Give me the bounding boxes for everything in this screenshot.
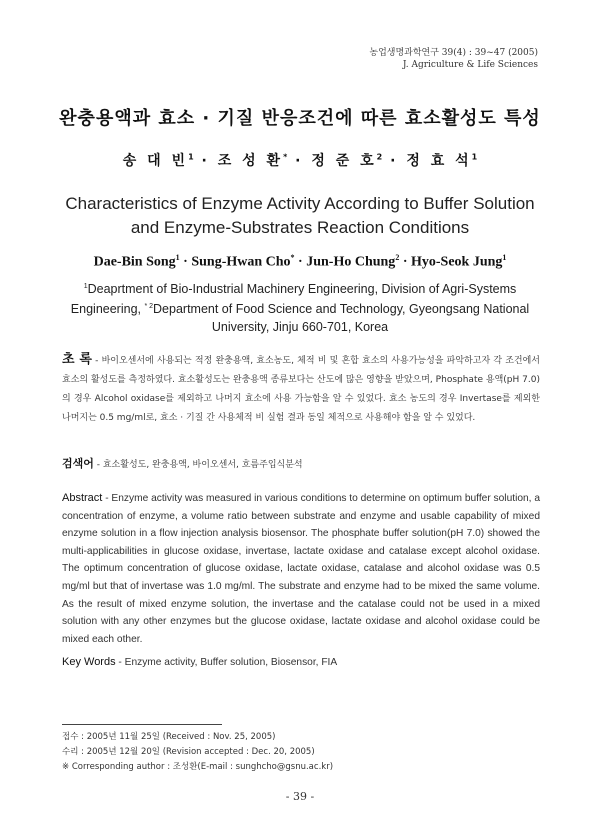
title-english-line2: and Enzyme-Substrates Reaction Conditions — [130, 218, 470, 237]
journal-header — [369, 47, 538, 71]
author-separator: · — [193, 153, 218, 169]
abstract-korean-text: - 바이오센서에 사용되는 적정 완충용액, 효소농도, 체적 비 및 혼합 효소의 사용가능성을 파악하고자 각 조건에서 효소의 활성도를 측정하였다. 효소활성도는 완충용액 종류보다는 산도에 많은 영향을 받았으며, Phosphate 용액(pH 7.0)의 경우 Alcohol oxidase를 제외하고 나머지 효소에 사용 가능함을 알 수 있었다. 효소 농도의 경우 Invertase를 제외한 나머지는 0.5 mg/ml로, 효소 · 기질 간 사용체적 비 실험 결과 동일 체적으로 사용해야 함을 알 수 있었다. — [62, 356, 540, 423]
footnote-revised: 수리 : 2005년 12월 20일 (Revision accepted : Dec. 20, 2005) — [62, 747, 315, 757]
abstract-english — [62, 490, 540, 648]
author-separator: · — [287, 153, 312, 169]
title-korean: 완충용액과 효소 · 기질 반응조건에 따른 효소활성도 특성 — [59, 108, 541, 129]
keywords-english — [62, 656, 337, 668]
author-separator: · — [179, 254, 192, 270]
title-english-line1: Characteristics of Enzyme Activity According to Buffer Solution — [65, 194, 535, 213]
title-english — [0, 192, 600, 240]
author-name: Jun-Ho Chung — [306, 254, 396, 270]
author-sup: 1 — [471, 152, 478, 162]
author-sup: 1 — [175, 253, 180, 262]
affiliation — [62, 278, 538, 336]
keywords-english-label: Key Words — [62, 656, 116, 668]
authors-korean — [0, 150, 600, 170]
keywords-korean — [62, 455, 303, 471]
author-sup: 1 — [188, 152, 194, 162]
journal-name: J. Agriculture & Life Sciences — [402, 60, 538, 70]
affiliation-text: Deaprtment of Bio-Industrial Machinery Engineering, Division of Agri-Systems Engineering, — [70, 282, 517, 317]
abstract-english-text: - Enzyme activity was measured in various conditions to determine on optimum buffer solution, a concentration of enzyme, a volume ratio between substrate and enzyme and usable capability of mixed enzyme solution in a flow injection analysis biosensor. The phosphate buffer solution(pH 7.0) showed the multi-applicabilities in glucose oxidase, invertase, lactate oxidase and catalase except alcohol oxidase. The optimum concentration of glucose oxidase, lactate oxidase, catalase and alcohol oxidase was 0.5 mg/ml but that of invertase was 1.0 mg/ml. The substrate and enzyme had to be mixed the same volume. As the result of mixed enzyme solution, the invertase and the catalase could not be used in a mixed solution with any other enzymes but the glucose oxidase, lactate oxidase and alcohol oxidase could be mixed each other. — [62, 493, 540, 645]
author-separator: · — [382, 153, 407, 169]
keywords-korean-text: - 효소활성도, 완충용액, 바이오센서, 흐름주입식분석 — [93, 460, 303, 470]
author-sup: 2 — [376, 152, 383, 162]
footnote-divider — [62, 724, 222, 725]
author-name: 정 효 석 — [406, 153, 472, 169]
abstract-korean — [62, 350, 540, 428]
keywords-english-text: - Enzyme activity, Buffer solution, Biosensor, FIA — [115, 657, 338, 668]
affiliation-sup: * 2 — [144, 303, 154, 311]
authors-english — [0, 253, 600, 271]
abstract-english-label: Abstract — [62, 492, 103, 504]
author-sup: 1 — [502, 253, 507, 262]
author-separator: · — [399, 254, 411, 270]
footnotes — [62, 730, 333, 775]
abstract-korean-label: 초 록 — [62, 352, 92, 367]
journal-citation: 농업생명과학연구 39(4) : 39~47 (2005) — [369, 48, 538, 58]
author-name: 정 준 호 — [311, 153, 377, 169]
author-name: Sung-Hwan Cho — [191, 254, 291, 270]
author-separator: · — [294, 254, 307, 270]
keywords-korean-label: 검색어 — [62, 457, 94, 470]
author-sup: * — [290, 253, 295, 262]
author-sup: 2 — [395, 253, 400, 262]
author-name: Hyo-Seok Jung — [410, 254, 503, 270]
page-number: - 39 - — [285, 790, 315, 803]
author-name: 조 성 환 — [217, 153, 284, 169]
footnote-corresponding: ※ Corresponding author : 조성환(E-mail : sunghcho@gsnu.ac.kr) — [62, 762, 334, 772]
affiliation-text: Department of Food Science and Technology, Gyeongsang National University, Jinju 660-701, Korea — [153, 302, 530, 335]
author-name: Dae-Bin Song — [93, 254, 176, 270]
author-name: 송 대 빈 — [122, 153, 189, 169]
affiliation-sup: 1 — [83, 283, 88, 290]
footnote-received: 접수 : 2005년 11월 25일 (Received : Nov. 25, 2005) — [62, 732, 276, 742]
author-sup: * — [283, 152, 288, 162]
